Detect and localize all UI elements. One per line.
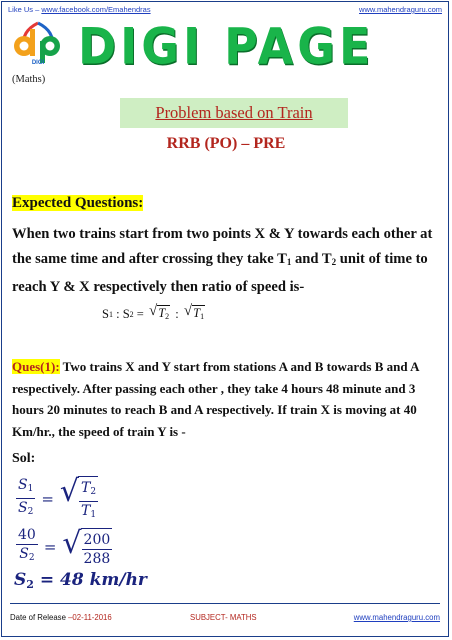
solution-step-1: $\frac{S_1}{S_2}$ = √ $\frac{T_2}{T_1}$ xyxy=(16,474,98,523)
subject-tag: (Maths) xyxy=(12,74,46,85)
sqrt-t2: √ $T_2$ xyxy=(149,304,170,324)
logo-text: DIGI xyxy=(31,60,45,65)
like-label: Like Us – xyxy=(8,5,40,14)
question-1-label: Ques(1): xyxy=(12,359,60,374)
exam-name: RRB (PO) – PRE xyxy=(166,135,286,152)
expected-question-text: When two trains start from two points X & Y towards each other at the same time and after crossing they take $T_1$ and $T_2$ unit of time to reach Y & X respectively then ratio of speed is- xyxy=(12,226,433,295)
solution-label: Sol: xyxy=(12,451,36,466)
website-link-bottom[interactable]: www.mahendraguru.com xyxy=(353,613,440,622)
title-box xyxy=(120,98,348,128)
fraction-40-s2: $\frac{40}{S_2}$ xyxy=(18,527,36,563)
sqrt-t1: √ $T_1$ xyxy=(184,304,205,324)
page-title: Problem based on Train xyxy=(155,103,313,122)
release-date: Date of Release –02-11-2016 xyxy=(10,613,112,622)
footer-divider xyxy=(10,603,440,604)
brand-title: DIGI PAGE xyxy=(78,17,375,76)
solution-result: $S_2 = 48$ km/hr xyxy=(14,570,147,591)
question-1-text: Two trains X and Y start from stations A and B towards B and A respectively. After passing each other , they take 4 hours 48 minute and 3 hours 20 minutes to reach B and A respectively. If train X is moving at 40 Km/hr., the speed of train Y is - xyxy=(12,359,419,439)
fraction-s1-s2: $\frac{S_1}{S_2}$ xyxy=(18,477,34,517)
sqrt-200-over-288: √ $\frac{200}{288}$ xyxy=(62,526,111,567)
speed-ratio-formula: S 1 : S 2 = √ $T_2$ : √ $T_1$ xyxy=(102,304,207,324)
footer-subject: SUBJECT- MATHS xyxy=(190,613,257,622)
expected-questions-label: Expected Questions: xyxy=(12,195,144,211)
page-frame xyxy=(1,1,449,637)
digi-page-logo xyxy=(8,21,68,65)
facebook-line xyxy=(8,5,151,14)
website-link-top[interactable]: www.mahendraguru.com xyxy=(359,5,442,14)
question-1 xyxy=(12,356,444,442)
sqrt-t2-over-t1: √ $\frac{T_2}{T_1}$ xyxy=(60,474,98,523)
solution-step-2: $\frac{40}{S_2}$ = √ $\frac{200}{288}$ xyxy=(18,526,111,567)
facebook-link[interactable]: www.facebook.com/Emahendras xyxy=(41,5,151,14)
